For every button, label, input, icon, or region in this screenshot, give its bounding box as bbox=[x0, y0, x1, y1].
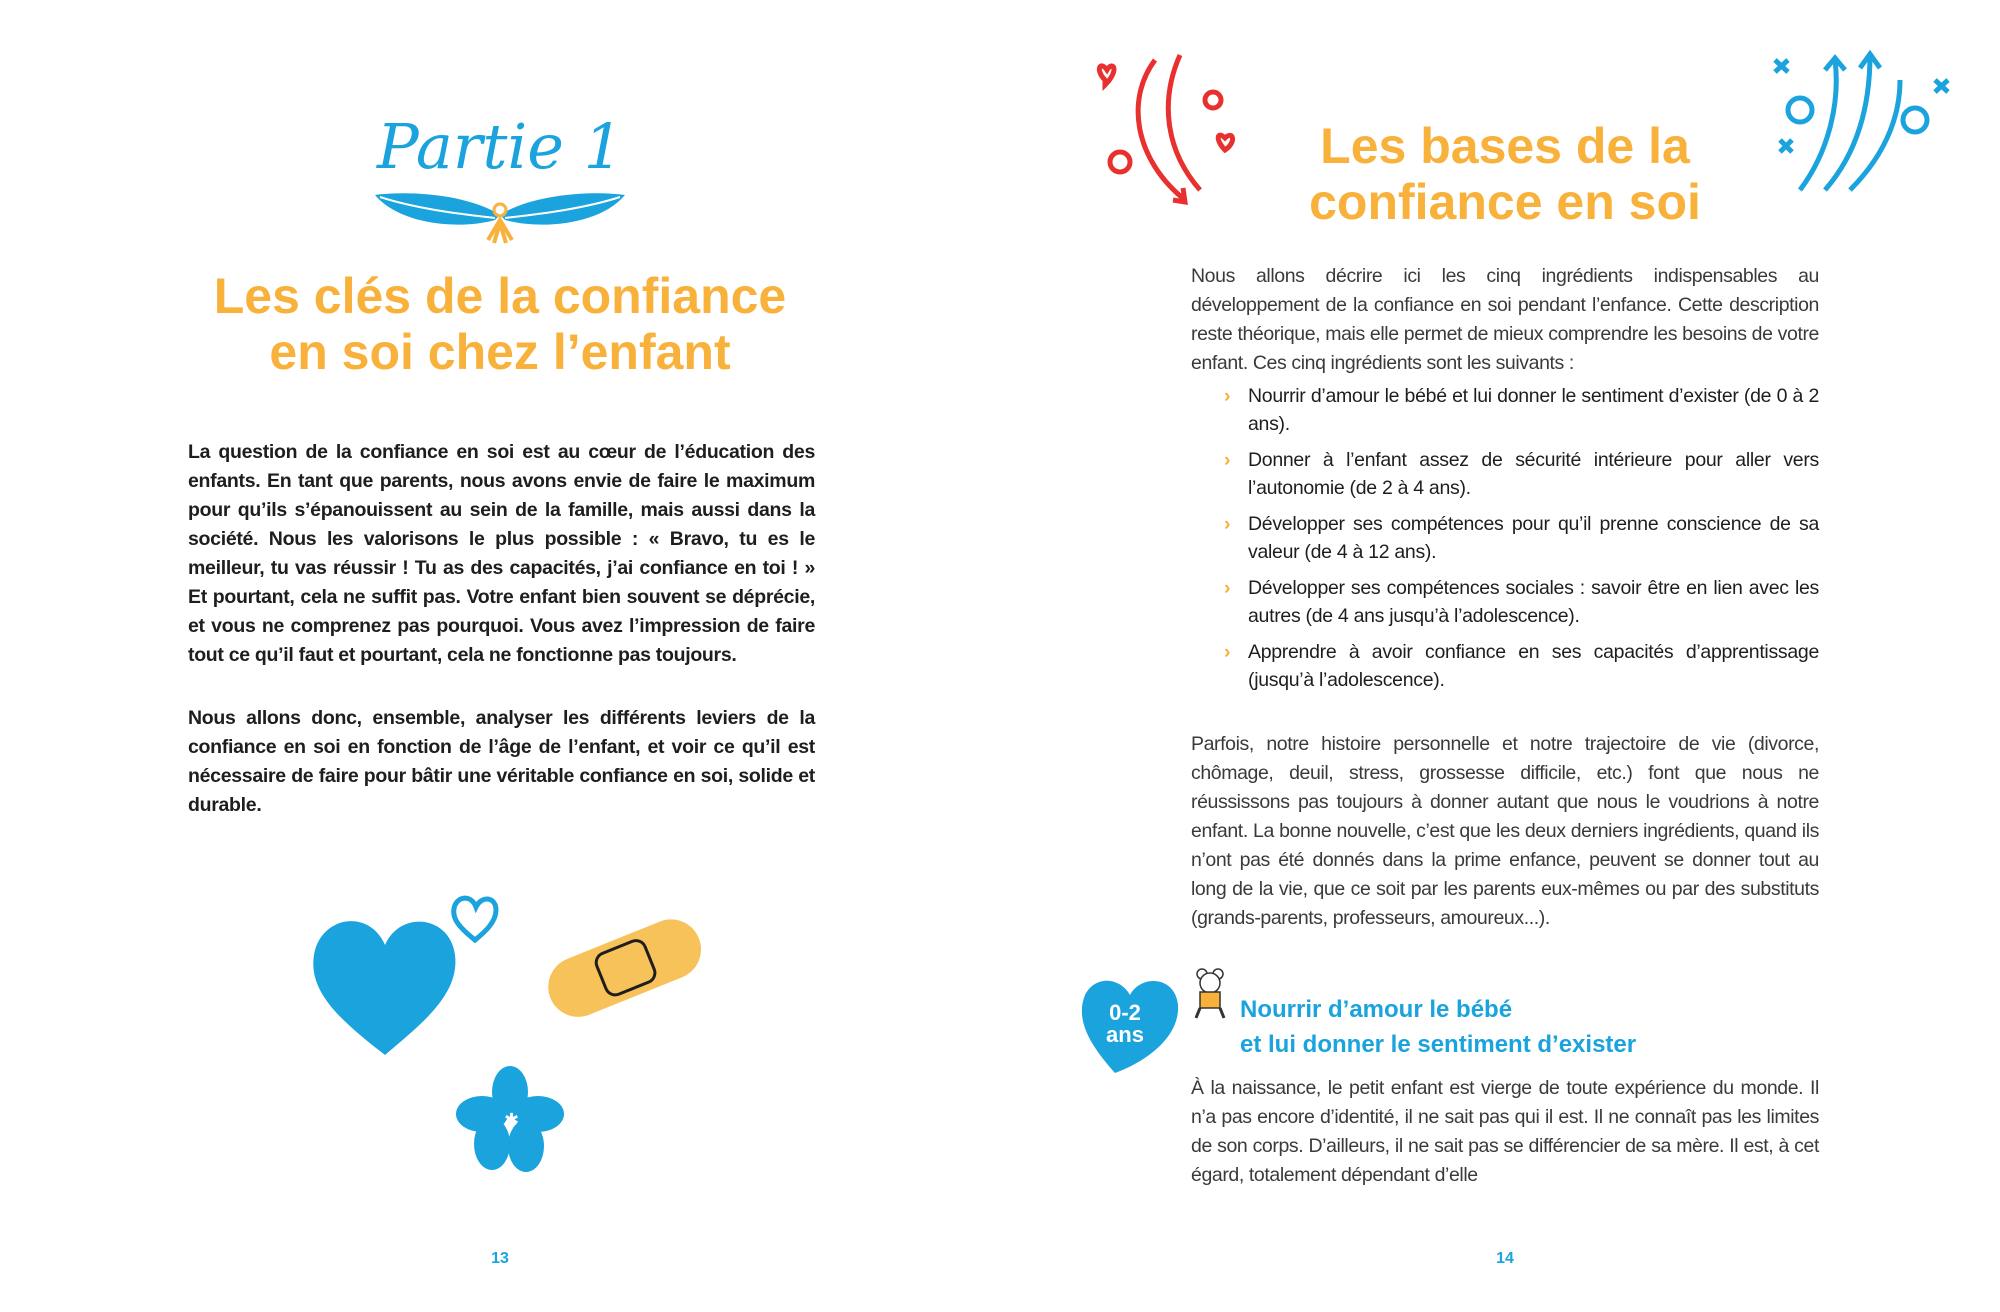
list-item-text: Apprendre à avoir confiance en ses capacités d’apprentissage (jusqu’à l’adolescence). bbox=[1248, 641, 1819, 691]
right-page-title bbox=[1230, 118, 1780, 230]
bandage-icon bbox=[539, 910, 710, 1026]
flower-icon bbox=[456, 1066, 564, 1172]
title-line: Les clés de la confiance bbox=[213, 268, 787, 324]
page-number-left: 13 bbox=[491, 1250, 509, 1267]
page-number-right: 14 bbox=[1496, 1250, 1514, 1267]
title-line: confiance en soi bbox=[1309, 174, 1701, 230]
list-item-text: Nourrir d’amour le bébé et lui donner le sentiment d’exister (de 0 à 2 ans). bbox=[1248, 385, 1819, 435]
list-item bbox=[1224, 510, 1819, 566]
intro-paragraph: Nous allons décrire ici les cinq ingrédients indispensables au développement de la confiance en soi pendant l’enfance. Cette description reste théorique, mais elle permet de mieux comprendre les besoins de votre enfant. Ces cinq ingrédients sont les suivants : bbox=[1191, 265, 1819, 374]
bear-mascot-icon bbox=[1190, 968, 1230, 1020]
subtitle-line: et lui donner le sentiment d’exister bbox=[1240, 1031, 1637, 1058]
list-item bbox=[1224, 638, 1819, 694]
list-item-text: Développer ses compétences pour qu’il prenne conscience de sa valeur (de 4 à 12 ans). bbox=[1248, 513, 1819, 563]
left-page-title bbox=[150, 268, 850, 380]
part-label: Partie 1 bbox=[376, 110, 624, 183]
subtitle-line: Nourrir d’amour le bébé bbox=[1240, 996, 1513, 1023]
chevron-right-icon: › bbox=[1224, 577, 1231, 599]
title-line: Les bases de la bbox=[1320, 118, 1690, 174]
list-item bbox=[1224, 382, 1819, 438]
decorative-illustrations bbox=[300, 880, 750, 1190]
list-item bbox=[1224, 446, 1819, 502]
section-paragraph: À la naissance, le petit enfant est vierge de toute expérience du monde. Il n’a pas encore d’identité, il ne sait pas qui il est. Il ne connaît pas les limites de son corps. D’ailleurs, il ne sait pas se différencier de sa mère. Il est, à cet égard, totalement dépendant d’elle bbox=[1191, 1077, 1819, 1186]
title-line: en soi chez l’enfant bbox=[269, 324, 731, 380]
chevron-right-icon: › bbox=[1224, 513, 1231, 535]
list-item bbox=[1224, 574, 1819, 630]
second-paragraph: Nous allons donc, ensemble, analyser les différents leviers de la confiance en soi en fonction de l’âge de l’enfant, et voir ce qu’il est nécessaire de faire pour bâtir une véritable confiance en soi, solide et durable. bbox=[188, 707, 815, 816]
age-badge-unit: ans bbox=[1106, 1022, 1144, 1047]
svg-text:✱: ✱ bbox=[504, 1110, 520, 1130]
chevron-right-icon: › bbox=[1224, 641, 1231, 663]
blue-doodle-arrows-icon bbox=[1770, 40, 1950, 200]
heart-icon bbox=[313, 921, 455, 1055]
age-badge-range: 0-2 bbox=[1109, 1000, 1141, 1025]
ingredients-list bbox=[1224, 382, 1819, 702]
age-badge bbox=[1085, 1002, 1165, 1046]
small-heart-outline-icon bbox=[454, 898, 496, 940]
leaf-ornament-icon bbox=[370, 185, 630, 250]
red-doodle-arrows-icon bbox=[1085, 50, 1245, 220]
section-subtitle bbox=[1240, 992, 1636, 1062]
list-item-text: Développer ses compétences sociales : savoir être en lien avec les autres (de 4 ans jusqu’à l’adolescence). bbox=[1248, 577, 1819, 627]
chevron-right-icon: › bbox=[1224, 449, 1231, 471]
second-paragraph: Parfois, notre histoire personnelle et notre trajectoire de vie (divorce, chômage, deuil, stress, grossesse difficile, etc.) font que nous ne réussissons pas toujours à donner autant que nous le voudrions à notre enfant. La bonne nouvelle, c’est que les deux derniers ingrédients, quand ils n’ont pas été donnés dans la prime enfance, peuvent se donner tout au long de la vie, que ce soit par les parents eux-mêmes ou par des substituts (grands-parents, professeurs, amoureux...). bbox=[1191, 733, 1819, 929]
intro-paragraph: La question de la confiance en soi est au cœur de l’éducation des enfants. En tant que parents, nous avons envie de faire le maximum pour qu’ils s’épanouissent au sein de la famille, mais aussi dans la société. Nous les valorisons le plus possible : « Bravo, tu es le meilleur, tu vas réussir ! Tu as des capacités, j’ai confiance en toi ! » Et pourtant, cela ne suffit pas. Votre enfant bien souvent se déprécie, et vous ne comprenez pas pourquoi. Vous avez l’impression de faire tout ce qu’il faut et pourtant, cela ne fonctionne pas toujours. bbox=[188, 441, 815, 666]
chevron-right-icon: › bbox=[1224, 385, 1231, 407]
list-item-text: Donner à l’enfant assez de sécurité intérieure pour aller vers l’autonomie (de 2 à 4 ans). bbox=[1248, 449, 1819, 499]
